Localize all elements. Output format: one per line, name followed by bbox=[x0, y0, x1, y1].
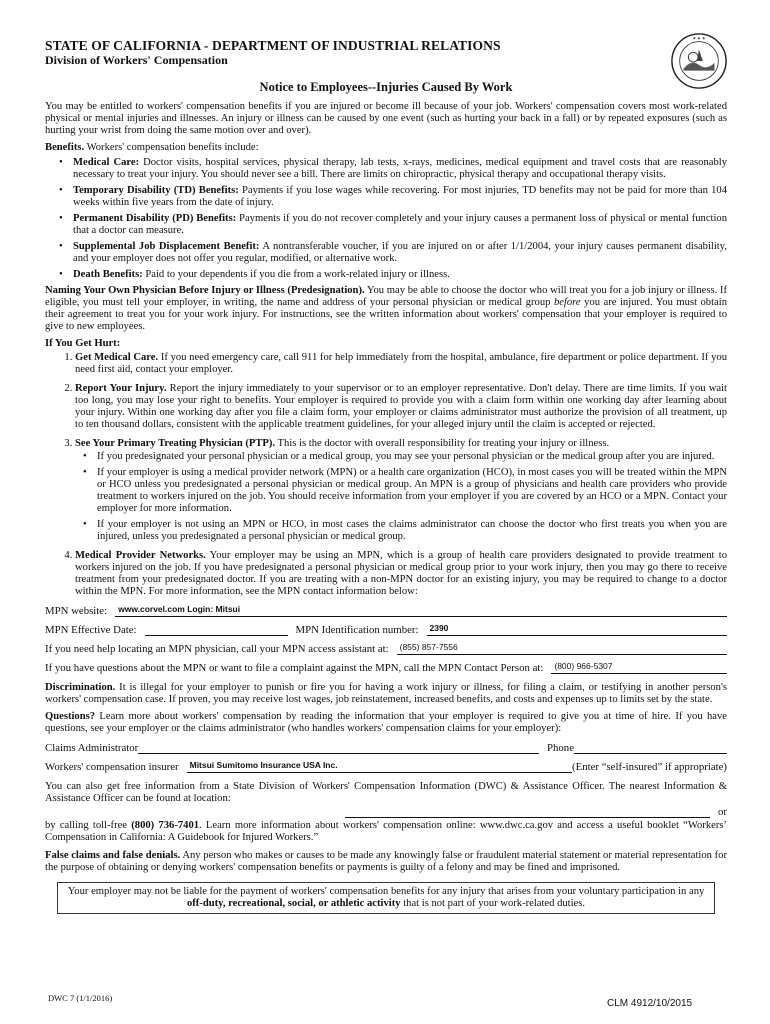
claims-phone-field[interactable] bbox=[574, 741, 727, 754]
agency-heading: STATE OF CALIFORNIA - DEPARTMENT OF INDUSTRIAL RELATIONS bbox=[45, 38, 501, 53]
mpn-website-field[interactable]: www.corvel.com Login: Mitsui bbox=[115, 604, 727, 617]
list-item: • Medical Care: Doctor visits, hospital services, physical therapy, lab tests, x-rays, medicines, medical equipment and travel costs that are reasonably necessary to treat your injury. You should never see a bill. There are limits on chiropractic, physical therapy and occupational therapy visits. bbox=[73, 157, 727, 181]
questions-paragraph: Questions? Learn more about workers' compensation by reading the information that your employer is required to give you at time of hire. If you have questions, see your employer or the claims administrator (who handles workers' compensation claims for your employer): bbox=[45, 711, 727, 734]
page-title: Notice to Employees--Injuries Caused By Work bbox=[259, 80, 513, 94]
form-id: DWC 7 (1/1/2016) bbox=[48, 993, 113, 1003]
predesignation-heading: Naming Your Own Physician Before Injury or Illness (Predesignation). bbox=[45, 285, 365, 296]
svg-text:★ ★ ★: ★ ★ ★ bbox=[692, 35, 706, 41]
notice-document bbox=[45, 35, 728, 914]
intro-paragraph: You may be entitled to workers' compensation benefits if you are injured or become ill because of your job. Workers' compensation covers most work-related physical or mental injuries and illnesses. An injury or illness can be caused by one event (such as hurting your back in a fall) or by repeated exposures (such as hurting your wrist from doing the same motion over and over). bbox=[45, 101, 727, 136]
list-item: • If you predesignated your personal physician or a medical group, you may see your personal physician or the medical group after you are injured. bbox=[97, 451, 727, 463]
list-item: • Permanent Disability (PD) Benefits: Payments if you do not recover completely and your injury causes a permanent loss of physical or mental function that a doctor can measure. bbox=[73, 213, 727, 237]
dwc-phone-paragraph: by calling toll-free (800) 736-7401. Learn more information about workers' compensation online: www.dwc.ca.gov and access a useful booklet “Workers’ Compensation in California: A Guidebook for Injured Workers.” bbox=[45, 820, 728, 843]
if-hurt-heading: If You Get Hurt: bbox=[45, 338, 121, 349]
mpn-effective-row: MPN Effective Date: MPN Identification number: 2390 bbox=[45, 623, 727, 636]
insurer-field[interactable]: Mitsui Sumitomo Insurance USA Inc. bbox=[187, 760, 572, 773]
claims-admin-field[interactable] bbox=[138, 741, 539, 754]
dwc-paragraph: You can also get free information from a State Division of Workers' Compensation Information (DWC) & Assistance Officer. The nearest Information & Assistance Officer can be found at location: bbox=[45, 781, 727, 804]
list-item: • Death Benefits: Paid to your dependents if you die from a work-related injury or illness. bbox=[73, 269, 727, 281]
mpn-contact-phone-field[interactable]: (800) 966-5307 bbox=[551, 661, 727, 674]
dwc-location-field[interactable] bbox=[345, 805, 710, 818]
ptp-sublist bbox=[75, 451, 727, 543]
list-item: 4. Medical Provider Networks. Your employer may be using an MPN, which is a group of health care providers designated to provide treatment to workers injured on the job. If you have predesignated a personal physician or medical group prior to your work injury, then you may go there to receive treatment from your predesignated doctor. If you are treating with a non-MPN doctor for an existing injury, you may be required to change to a doctor within the MPN. For more information, see the MPN contact information below: bbox=[75, 550, 727, 598]
list-item: • If your employer is using a medical provider network (MPN) or a health care organization (HCO), in most cases you will be treated within the MPN or HCO unless you predesignated a personal physician or medical group. An MPN is a group of physicians and health care providers who provide treatment to workers injured on the job. You should receive information from your employer if you are covered by an HCO or a MPN. Contact your employer for more information. bbox=[97, 467, 727, 515]
benefits-heading: Benefits. bbox=[45, 142, 85, 153]
list-item: • Temporary Disability (TD) Benefits: Payments if you lose wages while recovering. For most injuries, TD benefits may not be paid for more than 104 weeks within five years from the date of injury. bbox=[73, 185, 727, 209]
false-claims-paragraph: False claims and false denials. Any person who makes or causes to be made any knowingly false or fraudulent material statement or material representation for the purpose of obtaining or denying workers' compensation benefits or payments is guilty of a felony and may be fined and imprisoned. bbox=[45, 850, 727, 873]
insurer-row: Workers' compensation insurer Mitsui Sumitomo Insurance USA Inc. (Enter “self-insured” if appropriate) bbox=[45, 760, 727, 773]
division-heading: Division of Workers' Compensation bbox=[45, 53, 228, 67]
clm-number: CLM 4912/10/2015 bbox=[607, 998, 693, 1009]
mpn-website-row: MPN website: www.corvel.com Login: Mitsui bbox=[45, 604, 727, 617]
discrimination-paragraph: Discrimination. It is illegal for your employer to punish or fire you for having a work injury or illness, for filing a claim, or testifying in another person's workers' compensation case. If proven, you may receive lost wages, job reinstatement, increased benefits, and costs and expenses up to limits set by the state. bbox=[45, 682, 727, 705]
list-item: 3. See Your Primary Treating Physician (PTP). This is the doctor with overall responsibility for treating your injury or illness. • If you predesignated your personal physician or a medical group, you may see your personal physician or the medical group after you are injured. • If your employer is using a medical provider network (MPN) or a health care organization (HCO), in most cases you will be treated within the MPN or HCO unless you predesignated a personal physician or medical group. An MPN is a group of physicians and health care providers who provide treatment to workers injured on the job. You should receive information from your employer if you are covered by an HCO or a MPN. Contact your employer for more information. • If your employer is not using an MPN or HCO, in most cases the claims administrator can choose the doctor who first treats you when you are injured, unless you predesignated a personal physician or medical group. bbox=[75, 438, 727, 543]
mpn-assistant-phone-field[interactable]: (855) 857-7556 bbox=[397, 642, 727, 655]
if-hurt-list bbox=[45, 352, 727, 598]
list-item: • If your employer is not using an MPN or HCO, in most cases the claims administrator can choose the doctor who first treats you when you are injured, unless you predesignated a personal physician or medical group. bbox=[97, 519, 727, 543]
mpn-assistant-row: If you need help locating an MPN physician, call your MPN access assistant at: (855) 857-7556 bbox=[45, 642, 727, 655]
list-item: 2. Report Your Injury. Report the injury immediately to your supervisor or to an employer representative. Don't delay. There are time limits. If you wait too long, you may lose your right to benefits. Your employer is required to provide you with a claim form within one working day after learning about your injury. Within one working day after you file a claim form, your employer or claims administrator must authorize the provision of all treatment, up to ten thousand dollars, consistent with the applicable treatment guidelines, for your alleged injury until the claim is accepted or rejected. bbox=[75, 383, 727, 431]
benefits-section bbox=[45, 142, 727, 154]
claims-admin-row: Claims Administrator Phone bbox=[45, 741, 727, 754]
list-item: • Supplemental Job Displacement Benefit: A nontransferable voucher, if you are injured on or after 1/1/2004, your injury causes permanent disability, and your employer does not offer you regular, modified, or alternative work. bbox=[73, 241, 727, 265]
benefits-list bbox=[45, 157, 727, 281]
predesignation-paragraph: Naming Your Own Physician Before Injury or Illness (Predesignation). You may be able to choose the doctor who will treat you for a job injury or illness. If eligible, you must tell your employer, in writing, the name and address of your personal physician or medical group before you are injured. You must obtain their agreement to treat you for your work injury. For instructions, see the written information about workers' compensation that your employer is required to give to new employees. bbox=[45, 285, 727, 332]
list-item: 1. Get Medical Care. If you need emergency care, call 911 for help immediately from the hospital, ambulance, fire department or police department. If you need first aid, contact your employer. bbox=[75, 352, 727, 376]
mpn-contact-row: If you have questions about the MPN or want to file a complaint against the MPN, call the MPN Contact Person at: (800) 966-5307 bbox=[45, 661, 727, 674]
mpn-effective-date-field[interactable] bbox=[145, 623, 288, 636]
mpn-id-field[interactable]: 2390 bbox=[427, 623, 728, 636]
benefits-lead: Workers' compensation benefits include: bbox=[84, 142, 259, 153]
dwc-location-row: or bbox=[45, 805, 727, 818]
liability-notice-box: Your employer may not be liable for the payment of workers' compensation benefits for any injury that arises from your voluntary participation in any off-duty, recreational, social, or athletic activity that is not part of your work-related duties. bbox=[57, 882, 715, 914]
